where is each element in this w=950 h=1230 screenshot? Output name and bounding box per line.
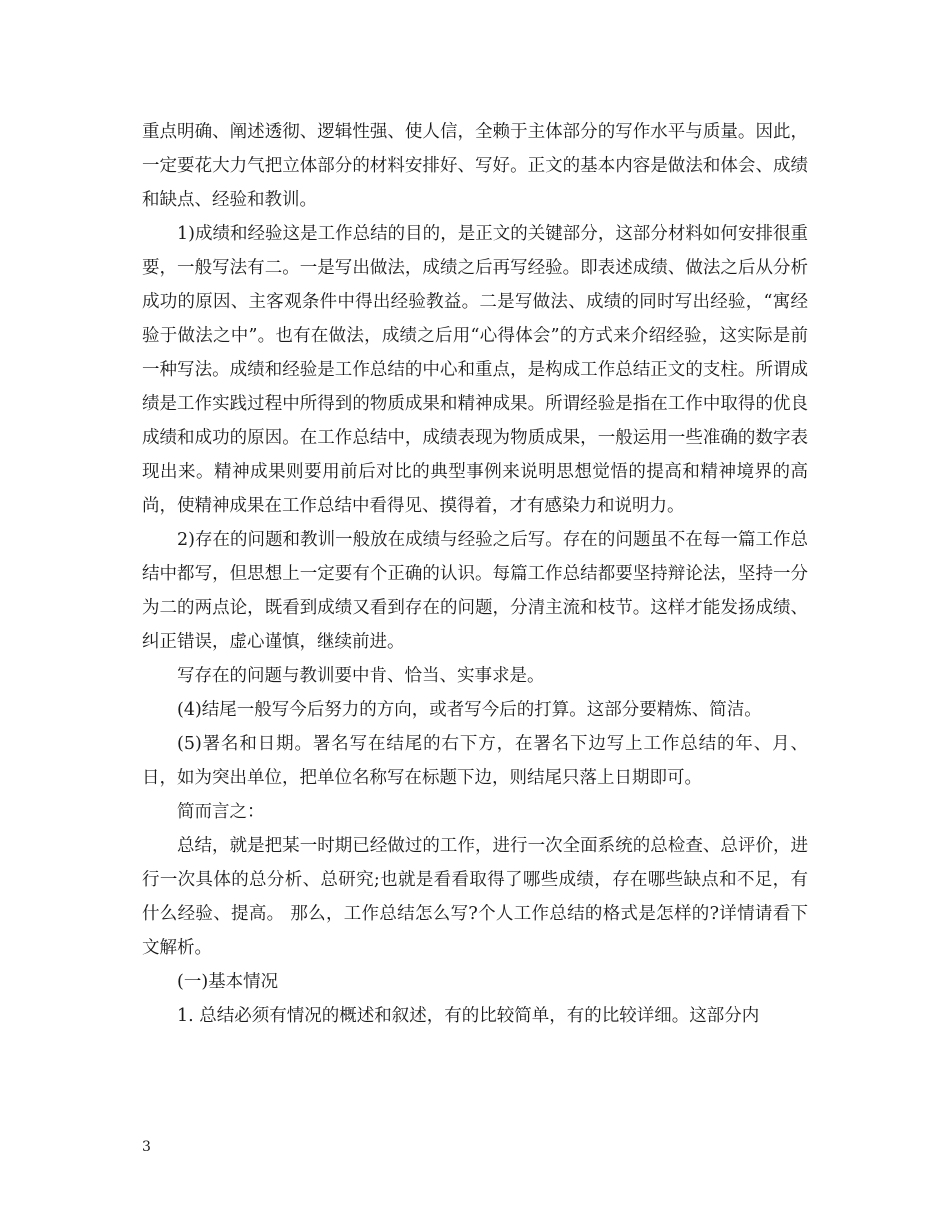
paragraph-5: (4)结尾一般写今后努力的方向，或者写今后的打算。这部分要精炼、简洁。: [177, 700, 762, 720]
paragraph-8: 总结，就是把某一时期已经做过的工作，进行一次全面系统的总检查、总评价，进行一次具体的总分析、总研究;也就是看看取得了哪些成绩，存在哪些缺点和不足，有什么经验、提高。 那么，工作总结怎么写?个人工作总结的格式是怎样的?详情请看下文解析。: [142, 836, 808, 958]
paragraph-2: 1)成绩和经验这是工作总结的目的，是正文的关键部分，这部分材料如何安排很重要，一般写法有二。一是写出做法，成绩之后再写经验。即表述成绩、做法之后从分析成功的原因、主客观条件中得出经验教益。二是写做法、成绩的同时写出经验，“寓经验于做法之中”。也有在做法，成绩之后用“心得体会”的方式来介绍经验，这实际是前一种写法。成绩和经验是工作总结的中心和重点，是构成工作总结正文的支柱。所谓成绩是工作实践过程中所得到的物质成果和精神成果。所谓经验是指在工作中取得的优良成绩和成功的原因。在工作总结中，成绩表现为物质成果，一般运用一些准确的数字表现出来。精神成果则要用前后对比的典型事例来说明思想觉悟的提高和精神境界的高尚，使精神成果在工作总结中看得见、摸得着，才有感染力和说明力。: [142, 224, 808, 516]
paragraph-3: 2)存在的问题和教训一般放在成绩与经验之后写。存在的问题虽不在每一篇工作总结中都写，但思想上一定要有个正确的认识。每篇工作总结都要坚持辩论法，坚持一分为二的两点论，既看到成绩又看到存在的问题，分清主流和枝节。这样才能发扬成绩、纠正错误，虚心谨慎，继续前进。: [142, 530, 808, 652]
paragraph-4: 写存在的问题与教训要中肯、恰当、实事求是。: [177, 666, 545, 686]
document-body: [142, 115, 808, 1033]
paragraph-1: 重点明确、阐述透彻、逻辑性强、使人信，全赖于主体部分的写作水平与质量。因此，一定要花大力气把立体部分的材料安排好、写好。正文的基本内容是做法和体会、成绩和缺点、经验和教训。: [142, 122, 808, 210]
paragraph-10: 1. 总结必须有情况的概述和叙述，有的比较简单，有的比较详细。这部分内: [177, 1006, 760, 1026]
paragraph-9: (一)基本情况: [177, 972, 279, 992]
paragraph-7: 简而言之：: [177, 802, 265, 822]
paragraph-6: (5)署名和日期。署名写在结尾的右下方，在署名下边写上工作总结的年、月、日，如为突出单位，把单位名称写在标题下边，则结尾只落上日期即可。: [142, 734, 808, 788]
page-number: 3: [142, 1139, 151, 1155]
